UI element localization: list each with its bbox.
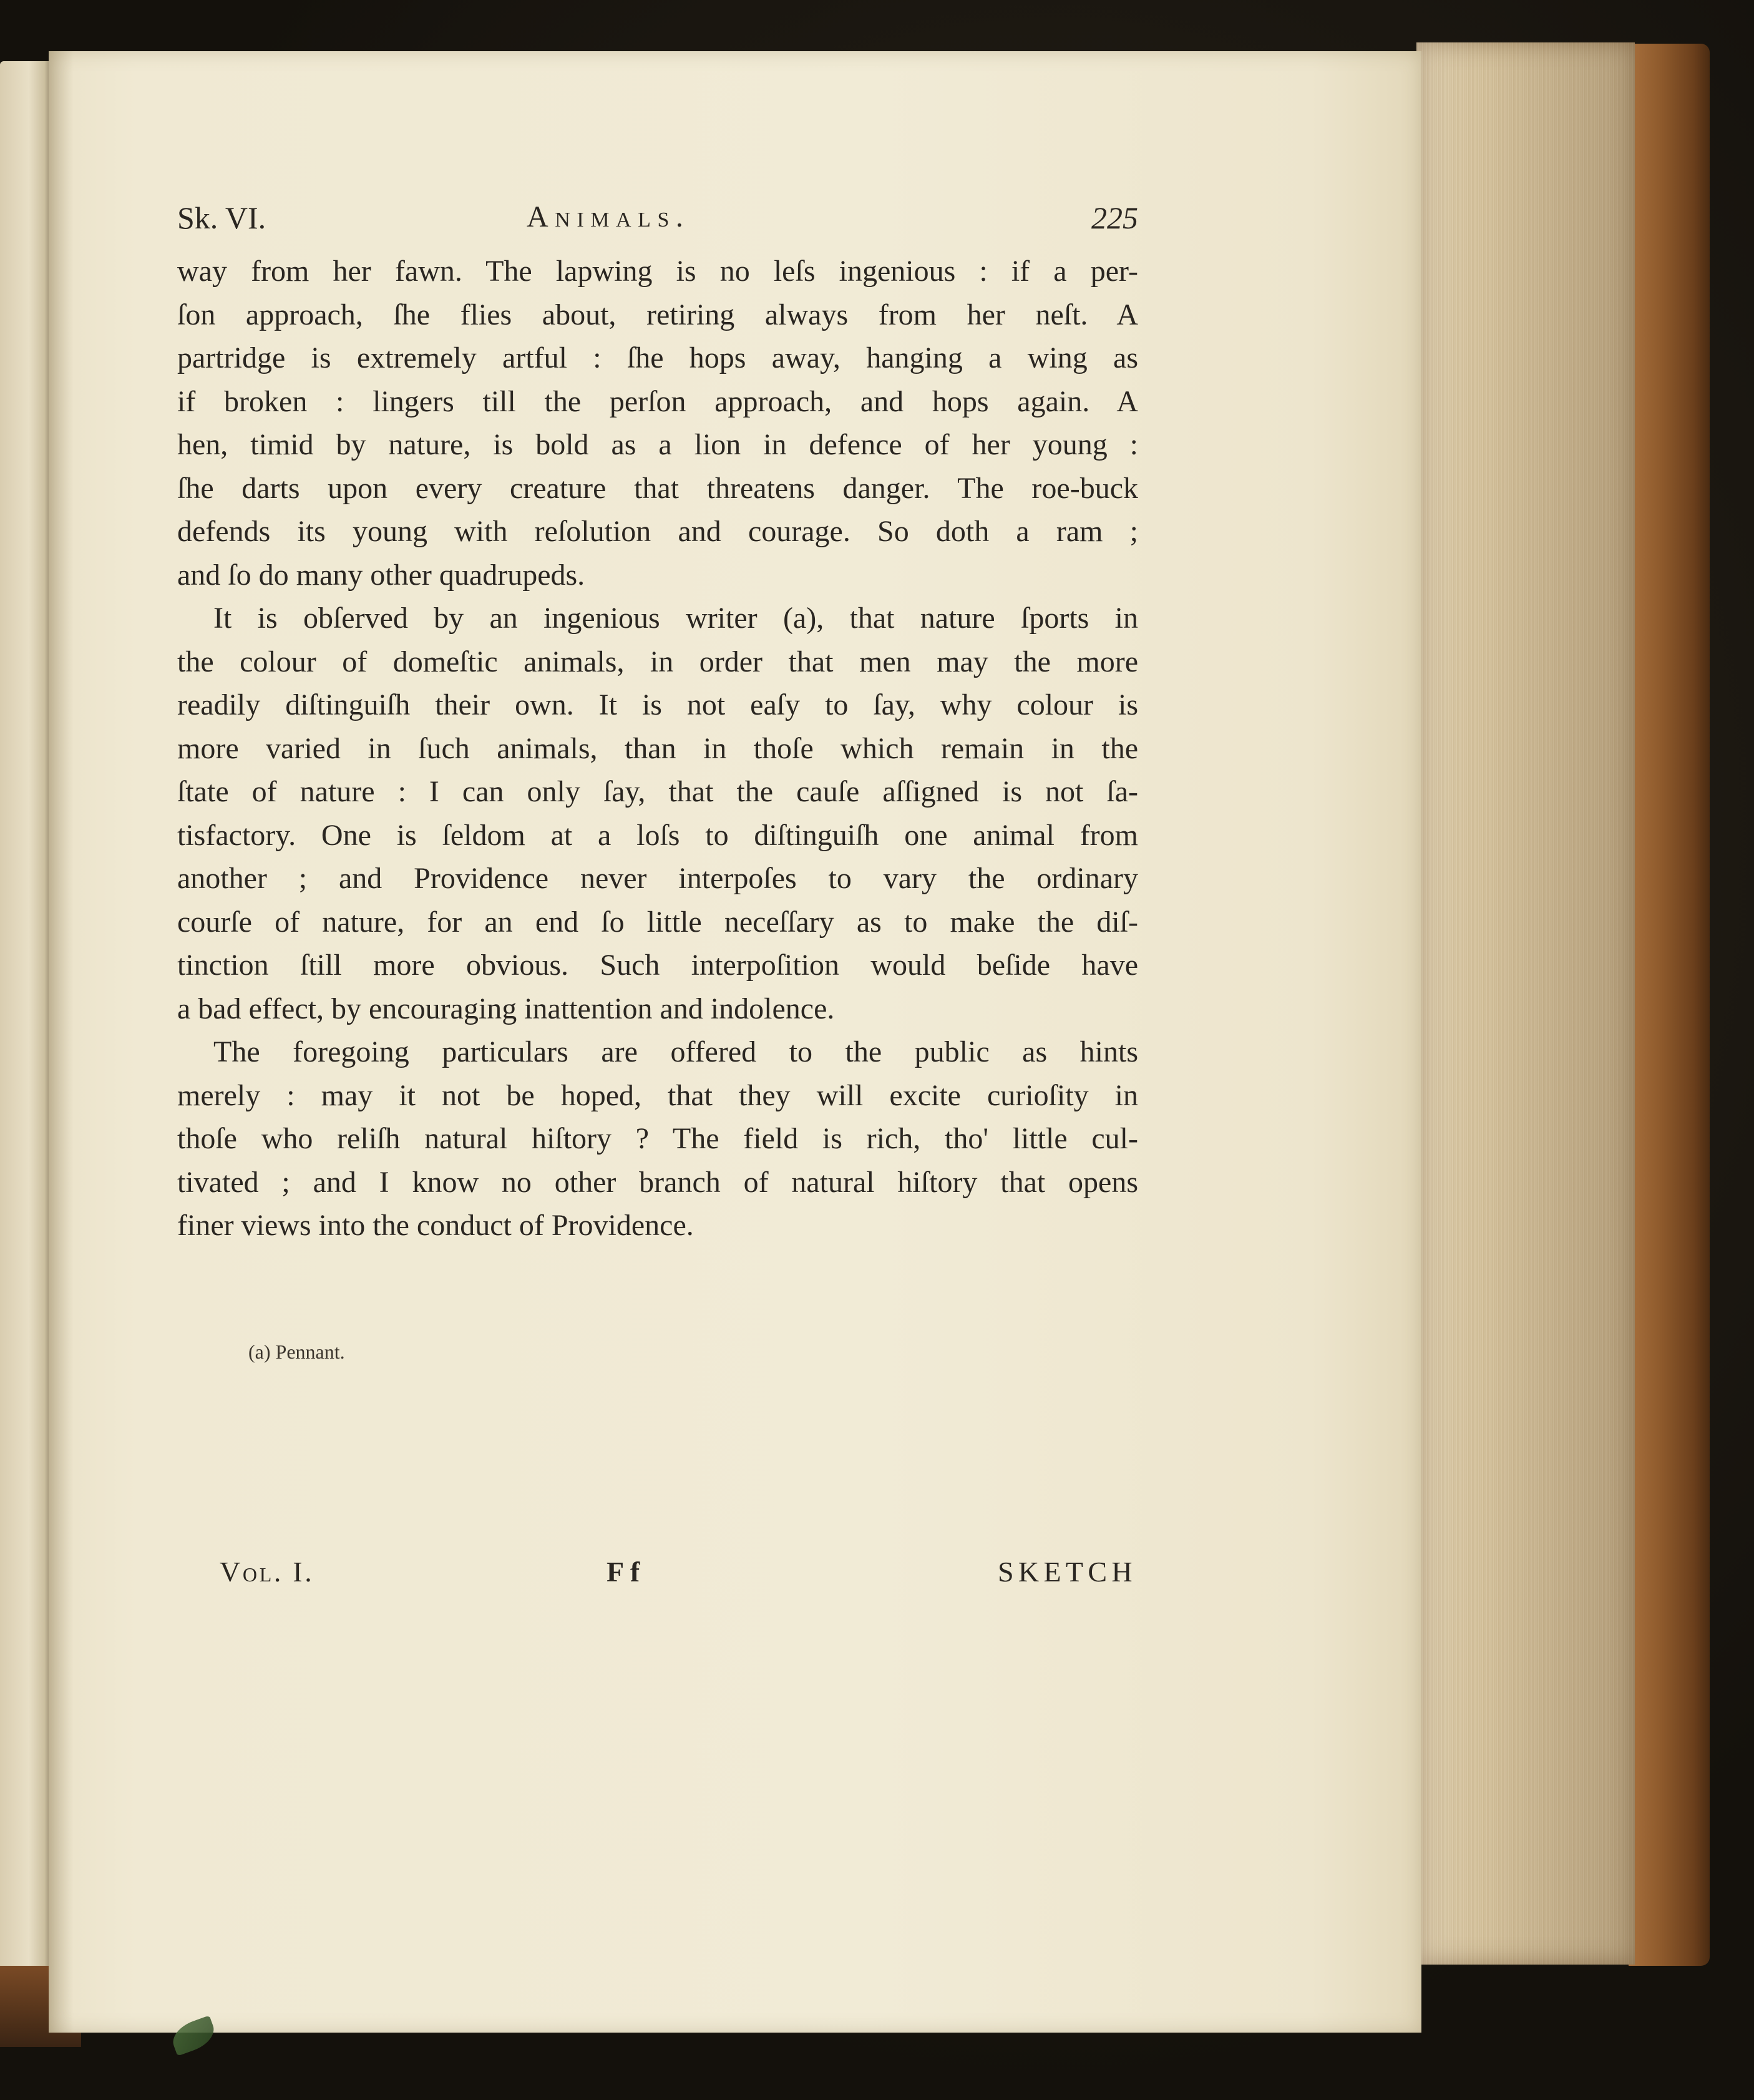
paragraph-3 [177,1030,1138,1248]
text-line: readily diſtinguiſh their own. It is not eaſy to ſay, why colour is [177,688,1138,721]
text-line: hen, timid by nature, is bold as a lion in defence of her young : [177,428,1138,461]
text-line: The foregoing particulars are offered to the public as hints [213,1035,1138,1068]
text-line: courſe of nature, for an end ſo little neceſſary as to make the diſ- [177,905,1138,939]
text-line: and ſo do many other quadrupeds. [177,558,585,592]
footnote: (a) Pennant. [248,1341,345,1363]
running-head [177,200,1138,250]
signature-mark: F f [607,1556,640,1588]
text-line: the colour of domeſtic animals, in order that men may the more [177,645,1138,678]
leather-cover [1629,44,1710,1966]
catchword: SKETCH [997,1556,1137,1588]
text-line: tisfactory. One is ſeldom at a loſs to diſtinguiſh one animal from [177,818,1138,852]
text-line: a bad effect, by encouraging inattention and indolence. [177,992,835,1025]
volume-label: Vol. I. [220,1556,314,1588]
page-edges [1416,42,1635,1965]
previous-page-edge [0,61,52,2033]
paragraph-1 [177,250,1138,597]
text-line: partridge is extremely artful : ſhe hops away, hanging a wing as [177,341,1138,374]
text-line: ſon approach, ſhe flies about, retiring always from her neſt. A [177,298,1138,331]
chapter-title: Animals. [527,200,690,233]
page-footer [220,1555,1137,1593]
text-line: merely : may it not be hoped, that they will excite curioſity in [177,1078,1138,1112]
text-block [177,200,1138,1248]
text-line: way from her fawn. The lapwing is no leſs ingenious : if a per- [177,255,1138,288]
section-label: Sk. VI. [177,200,266,235]
text-line: if broken : lingers till the perſon approach, and hops again. A [177,384,1138,418]
text-line: tinction ſtill more obvious. Such interpoſition would beſide have [177,949,1138,982]
text-line: more varied in ſuch animals, than in thoſe which remain in the [177,731,1138,765]
text-line: defends its young with reſolution and courage. So doth a ram ; [177,515,1138,548]
text-line: thoſe who reliſh natural hiſtory ? The field is rich, tho' little cul- [177,1122,1138,1155]
page-number: 225 [1091,200,1138,235]
text-line: another ; and Providence never interpoſes to vary the ordinary [177,862,1138,895]
text-line: ſtate of nature : I can only ſay, that the cauſe aſſigned is not ſa- [177,775,1138,808]
text-line: ſhe darts upon every creature that threatens danger. The roe-buck [177,471,1138,505]
text-line: finer views into the conduct of Providence. [177,1209,694,1242]
paragraph-2 [177,597,1138,1030]
text-line: tivated ; and I know no other branch of natural hiſtory that opens [177,1165,1138,1199]
text-line: It is obſerved by an ingenious writer (a), that nature ſports in [213,602,1138,635]
